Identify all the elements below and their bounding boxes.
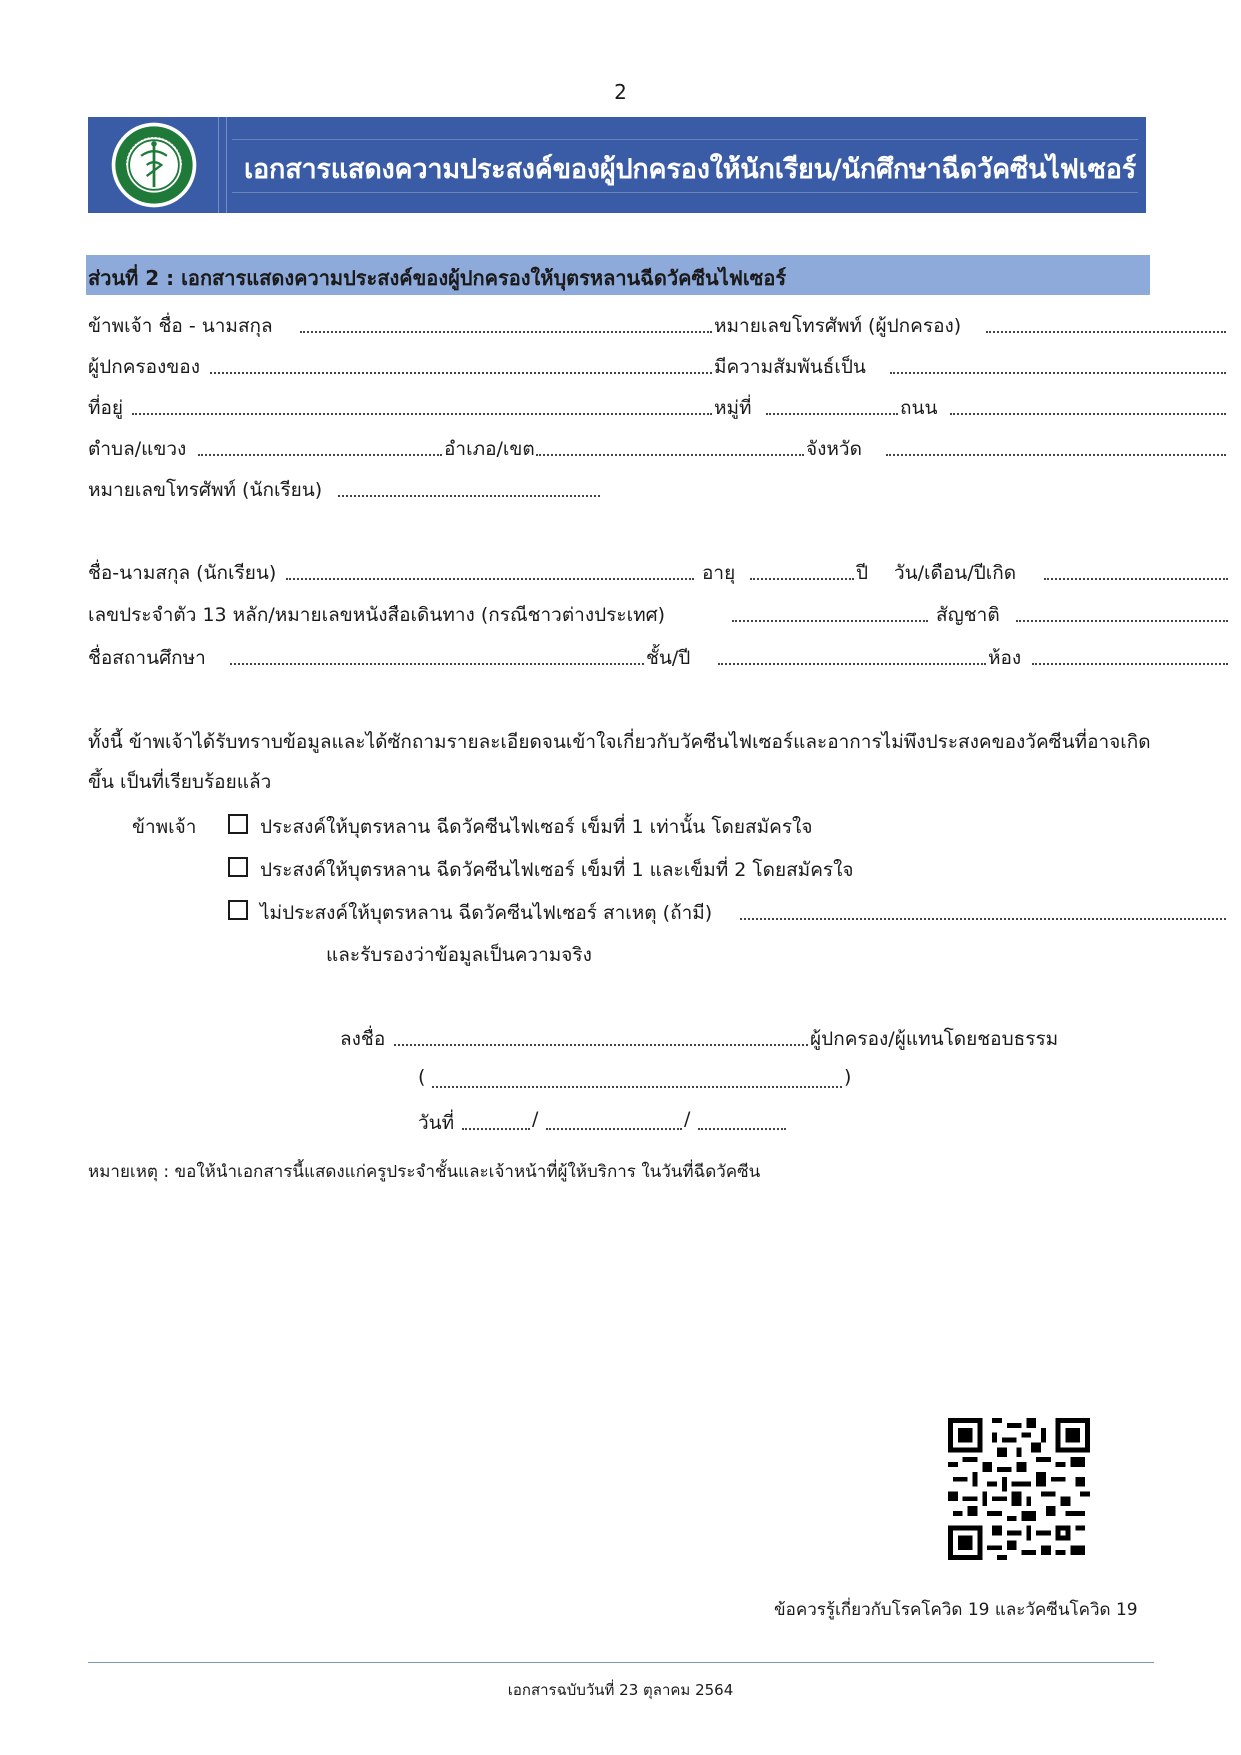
sign-label: ลงชื่อ — [340, 1028, 386, 1050]
province-label: จังหวัด — [806, 438, 862, 460]
consent-option-1-row — [88, 812, 1150, 848]
school-field[interactable] — [230, 643, 644, 665]
qr-code-icon[interactable] — [948, 1418, 1090, 1560]
certify-text: และรับรองว่าข้อมูลเป็นความจริง — [326, 944, 592, 966]
form-line-student-phone — [88, 475, 1150, 511]
option-1-label: ประสงค์ให้บุตรหลาน ฉีดวัคซีนไฟเซอร์ เข็มที่ 1 เท่านั้น โดยสมัครใจ — [260, 816, 813, 838]
consent-option-2-row — [88, 855, 1150, 891]
district-label: อำเภอ/เขต — [444, 438, 535, 460]
province-field[interactable] — [886, 434, 1226, 456]
parent-name-label: ข้าพเจ้า ชื่อ - นามสกุล — [88, 315, 273, 337]
form-line-address — [88, 393, 1150, 429]
subject-label: ข้าพเจ้า — [132, 816, 197, 838]
option-3-reason-field[interactable] — [740, 898, 1226, 920]
road-label: ถนน — [900, 397, 938, 419]
parent-name-field[interactable] — [300, 311, 712, 333]
room-field[interactable] — [1032, 643, 1228, 665]
student-phone-field[interactable] — [338, 475, 600, 497]
signer-name-field[interactable] — [432, 1066, 842, 1088]
consent-paragraph: ทั้งนี้ ข้าพเจ้าได้รับทราบข้อมูลและได้ซักถามรายละเอียดจนเข้าใจเกี่ยวกับวัคซีนไฟเซอร์และอาการไม่พึงประสงคของวัคซีนที่อาจเกิดขึ้น เป็นที่เรียบร้อยแล้ว — [88, 731, 1151, 793]
date-month-field[interactable] — [546, 1108, 682, 1130]
certify-row — [88, 940, 1150, 976]
grade-field[interactable] — [718, 643, 986, 665]
option-2-checkbox[interactable] — [228, 857, 248, 877]
village-field[interactable] — [766, 393, 898, 415]
address-label: ที่อยู่ — [88, 397, 124, 419]
date-label: วันที่ — [418, 1112, 455, 1134]
year-label: ปี — [856, 562, 869, 584]
form-line-student-name — [88, 558, 1150, 594]
parent-phone-label: หมายเลขโทรศัพท์ (ผู้ปกครอง) — [714, 315, 962, 337]
banner-divider — [226, 117, 227, 213]
section-bar — [86, 255, 1150, 295]
relation-field[interactable] — [890, 352, 1226, 374]
student-name-field[interactable] — [286, 558, 694, 580]
student-name-label: ชื่อ-นามสกุล (นักเรียน) — [88, 562, 277, 584]
footer-text: เอกสารฉบับวันที่ 23 ตุลาคม 2564 — [507, 1681, 734, 1699]
form-line-parent-name — [88, 311, 1150, 347]
option-3-checkbox[interactable] — [228, 900, 248, 920]
option-3-label: ไม่ประสงค์ให้บุตรหลาน ฉีดวัคซีนไฟเซอร์ สาเหตุ (ถ้ามี) — [260, 902, 713, 924]
address-field[interactable] — [132, 393, 712, 415]
guardian-of-field[interactable] — [210, 352, 712, 374]
signature-row — [88, 1024, 1150, 1060]
signature-name-row — [88, 1066, 1150, 1102]
header-banner — [88, 117, 1146, 213]
road-field[interactable] — [950, 393, 1226, 415]
age-field[interactable] — [750, 558, 854, 580]
id-field[interactable] — [732, 600, 928, 622]
qr-caption: ข้อควรรู้เกี่ยวกับโรคโควิด 19 และวัคซีนโควิด 19 — [774, 1600, 1138, 1620]
consent-option-3-row — [88, 898, 1150, 934]
date-slash: / — [684, 1108, 691, 1130]
ministry-seal-icon — [108, 119, 200, 211]
option-2-label: ประสงค์ให้บุตรหลาน ฉีดวัคซีนไฟเซอร์ เข็มที่ 1 และเข็มที่ 2 โดยสมัครใจ — [260, 859, 854, 881]
note-text: หมายเหตุ : ขอให้นำเอกสารนี้แสดงแก่ครูประจำชั้นและเจ้าหน้าที่ผู้ให้บริการ ในวันที่ฉีดวัคซีน — [88, 1162, 761, 1182]
footer-divider — [88, 1662, 1154, 1663]
signer-role-label: ผู้ปกครอง/ผู้แทนโดยชอบธรรม — [810, 1028, 1059, 1050]
open-paren: ( — [418, 1066, 426, 1088]
parent-phone-field[interactable] — [986, 311, 1226, 333]
district-field[interactable] — [536, 434, 804, 456]
page-number: 2 — [614, 80, 627, 104]
village-label: หมู่ที่ — [714, 397, 752, 419]
form-line-guardian — [88, 352, 1150, 388]
date-day-field[interactable] — [462, 1108, 530, 1130]
guardian-of-label: ผู้ปกครองของ — [88, 356, 200, 378]
option-1-checkbox[interactable] — [228, 814, 248, 834]
nationality-label: สัญชาติ — [936, 604, 1000, 626]
signature-field[interactable] — [394, 1024, 808, 1046]
date-slash: / — [532, 1108, 539, 1130]
subdistrict-field[interactable] — [198, 434, 442, 456]
form-line-id — [88, 600, 1150, 636]
student-phone-label: หมายเลขโทรศัพท์ (นักเรียน) — [88, 479, 323, 501]
id-label: เลขประจำตัว 13 หลัก/หมายเลขหนังสือเดินทาง (กรณีชาวต่างประเทศ) — [88, 604, 666, 626]
section-title: ส่วนที่ 2 : เอกสารแสดงความประสงค์ของผู้ปกครองให้บุตรหลานฉีดวัคซีนไฟเซอร์ — [88, 266, 787, 290]
room-label: ห้อง — [988, 647, 1022, 669]
relation-label: มีความสัมพันธ์เป็น — [714, 356, 866, 378]
school-label: ชื่อสถานศึกษา — [88, 647, 206, 669]
age-label: อายุ — [702, 562, 736, 584]
nationality-field[interactable] — [1016, 600, 1228, 622]
dob-field[interactable] — [1044, 558, 1228, 580]
close-paren: ) — [844, 1066, 852, 1088]
document-title: เอกสารแสดงความประสงค์ของผู้ปกครองให้นักเรียน/นักศึกษาฉีดวัคซีนไฟเซอร์ — [244, 154, 1137, 185]
signature-date-row — [88, 1108, 1150, 1144]
banner-divider — [218, 117, 219, 213]
form-line-school — [88, 643, 1150, 679]
subdistrict-label: ตำบล/แขวง — [88, 438, 187, 460]
date-year-field[interactable] — [698, 1108, 786, 1130]
grade-label: ชั้น/ปี — [646, 647, 691, 669]
dob-label: วัน/เดือน/ปีเกิด — [894, 562, 1017, 584]
form-line-location — [88, 434, 1150, 470]
